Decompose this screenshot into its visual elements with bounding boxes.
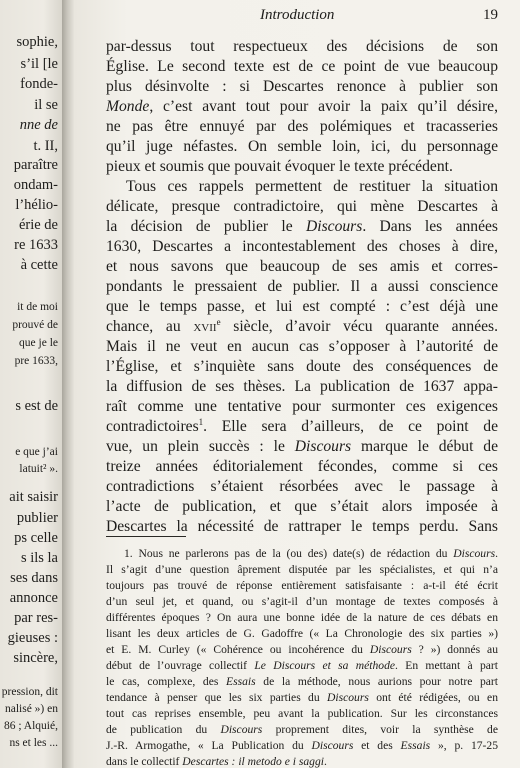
footnote-rule [106, 536, 186, 537]
body-line: Mais il ne veut en aucun cas s’opposer à l’autorité de [106, 338, 498, 355]
italic-title: Discours [306, 218, 363, 235]
body-line: raît comme une tentative pour surmonter ces exigences [106, 398, 498, 415]
body-line: chance, au xvii$^e$ siècle, d’avoir vécu quarante années. [106, 316, 499, 335]
left-page-line: ns et les ... [9, 737, 58, 749]
body-line: plus désinvolte : si Descartes renonce à publier son [106, 78, 498, 95]
footnote-line: J.-R. Armogathe, « La Publication du Discours et des Essais », p. 17-25 [106, 739, 498, 752]
body-line: treize années éditorialement fécondes, comme si ces [106, 458, 498, 475]
left-page-fragment [0, 0, 62, 768]
footnote-ref[interactable]: 1 [198, 416, 204, 427]
body-line: pondants le pressaient de publier. Il a aussi conscience [106, 278, 498, 295]
left-page-line: sophie, [16, 34, 58, 50]
left-page-line: annonce [9, 590, 58, 606]
body-line: contradictions s’étaient résorbées avec le passage à [106, 478, 498, 495]
body-line: la diffusion de ses thèses. La publication de 1637 appa- [106, 378, 498, 395]
left-page-line: s’il [le [20, 56, 58, 72]
body-line: 1630, Descartes a incontestablement des choses à dire, [106, 238, 498, 255]
left-page-line: re 1633 [14, 237, 58, 253]
footnote-line: début de l’ouvrage collectif Le Discours et sa méthode. En mettant à part [106, 659, 498, 672]
left-page-line: à cette [20, 257, 58, 273]
running-title: Introduction [260, 7, 335, 23]
italic-title: Monde [106, 98, 150, 115]
body-line: l’Église, et s’inquiète sans doute des conséquences de [106, 358, 498, 375]
body-line: la décision de publier le Discours. Dans les années [106, 218, 498, 235]
left-page-line: érie de [18, 217, 58, 233]
footnote-line: le cas, complexe, des Essais de la méthode, nous aurions pour notre part [106, 675, 498, 688]
left-page-line: ait saisir [9, 489, 58, 505]
footnote-line: toujours pas trouvé de réponse entièrement satisfaisante : a-t-il été écrit [106, 579, 498, 592]
body-line: Monde, c’est avant tout pour avoir la paix qu’il désire, [106, 98, 498, 115]
body-line: vue, un plein succès : le Discours marque le début de [106, 438, 499, 455]
footnote-line: Il s’agit d’une question âprement disputée par les spécialistes, et qui n’a [106, 563, 498, 576]
footnote-line: de publication du Discours proprement dites, voir la synthèse de [106, 723, 498, 736]
left-page-line: nalisé ») en [4, 703, 58, 715]
left-page-line: ses dans [10, 570, 58, 586]
body-line: l’acte de publication, et que s’était alors imposée à [106, 498, 498, 515]
italic-title: Discours [294, 438, 352, 455]
footnote-line: dans le collectif Descartes : il metodo e i saggi. [106, 755, 327, 768]
footnote-line: tendance à penser que les six parties du Discours ont été rédigées, ou en [106, 691, 498, 704]
body-line: Tous ces rappels permettent de restituer la situation [126, 178, 498, 195]
body-line: Église. Le second texte est de ce point de vue beaucoup [106, 58, 498, 75]
left-page-line: fonde- [20, 76, 58, 92]
left-page-line: e que j’ai [15, 446, 58, 458]
left-page-line: paraître [13, 157, 58, 173]
left-page-line: nne de [19, 117, 58, 133]
footnote-line: d’un seul jet, et quand, ou s’agit-il d’un montage de textes composés à [106, 595, 498, 608]
body-line: et nous savons que beaucoup de ses amis et corres- [106, 258, 498, 275]
left-page-line: it de moi [17, 301, 58, 313]
body-line: Descartes la nécessité de rattraper le temps perdu. Sans [106, 518, 498, 535]
left-page-line: pre 1633, [14, 355, 58, 367]
footnote-line: et E. M. Curley (« Cohérence ou incohérence du Discours ? ») donnés au [106, 643, 499, 656]
body-line: ne pas être ennuyé par des polémiques et tracasseries [106, 118, 498, 135]
left-page-line: s est de [15, 398, 58, 414]
page-header [74, 7, 520, 27]
century-numeral: xvii [193, 318, 217, 335]
left-page-line: pression, dit [1, 686, 58, 698]
body-line: que le temps passe, et lui est compté : c’est déjà une [106, 298, 498, 315]
left-page-line: il se [34, 97, 58, 113]
left-page-line: ps celle [14, 530, 58, 546]
left-page-line: latuit² ». [19, 463, 58, 475]
left-page-line: l’hélio- [15, 197, 58, 213]
footnote-line: tout cas reprises ensemble, peu avant la publication. Sur les circonstances [106, 707, 498, 720]
left-page-line: publier [16, 510, 58, 526]
page-number: 19 [483, 7, 498, 23]
left-page-line: t. II, [33, 138, 58, 154]
left-page-line: que je le [19, 337, 58, 349]
body-line: qu’il juge néfastes. On semble loin, ici, du personnage [106, 138, 498, 155]
footnote-line: différentes époques ? On aura une bonne idée de la nature de ces débats en [106, 611, 498, 624]
left-page-line: prouvé de [12, 319, 58, 331]
left-page-line: gieuses : [7, 630, 58, 646]
left-page-line: ondam- [13, 177, 58, 193]
left-page-line: s ils la [20, 550, 58, 566]
left-page-line: par res- [14, 610, 58, 626]
right-page [74, 0, 520, 768]
body-line: contradictoires$^1$. Elle sera d’ailleurs, de ce point de [106, 416, 498, 435]
footnote-line: 1. Nous ne parlerons pas de la (ou des) date(s) de rédaction du Discours. [124, 547, 498, 560]
body-line: par-dessus tout respectueux des décisions de son [106, 38, 498, 55]
footnote-line: lisant les deux articles de G. Gadoffre (« La Chronologie des six parties ») [106, 627, 498, 640]
body-line: pieux et soumis que pouvait évoquer le texte précédent. [106, 158, 453, 175]
body-line: délicate, presque contradictoire, qui mène Descartes à [106, 198, 498, 215]
left-page-line: sincère, [13, 650, 58, 666]
book-gutter [62, 0, 74, 768]
left-page-line: 86 ; Alquié, [4, 720, 58, 732]
